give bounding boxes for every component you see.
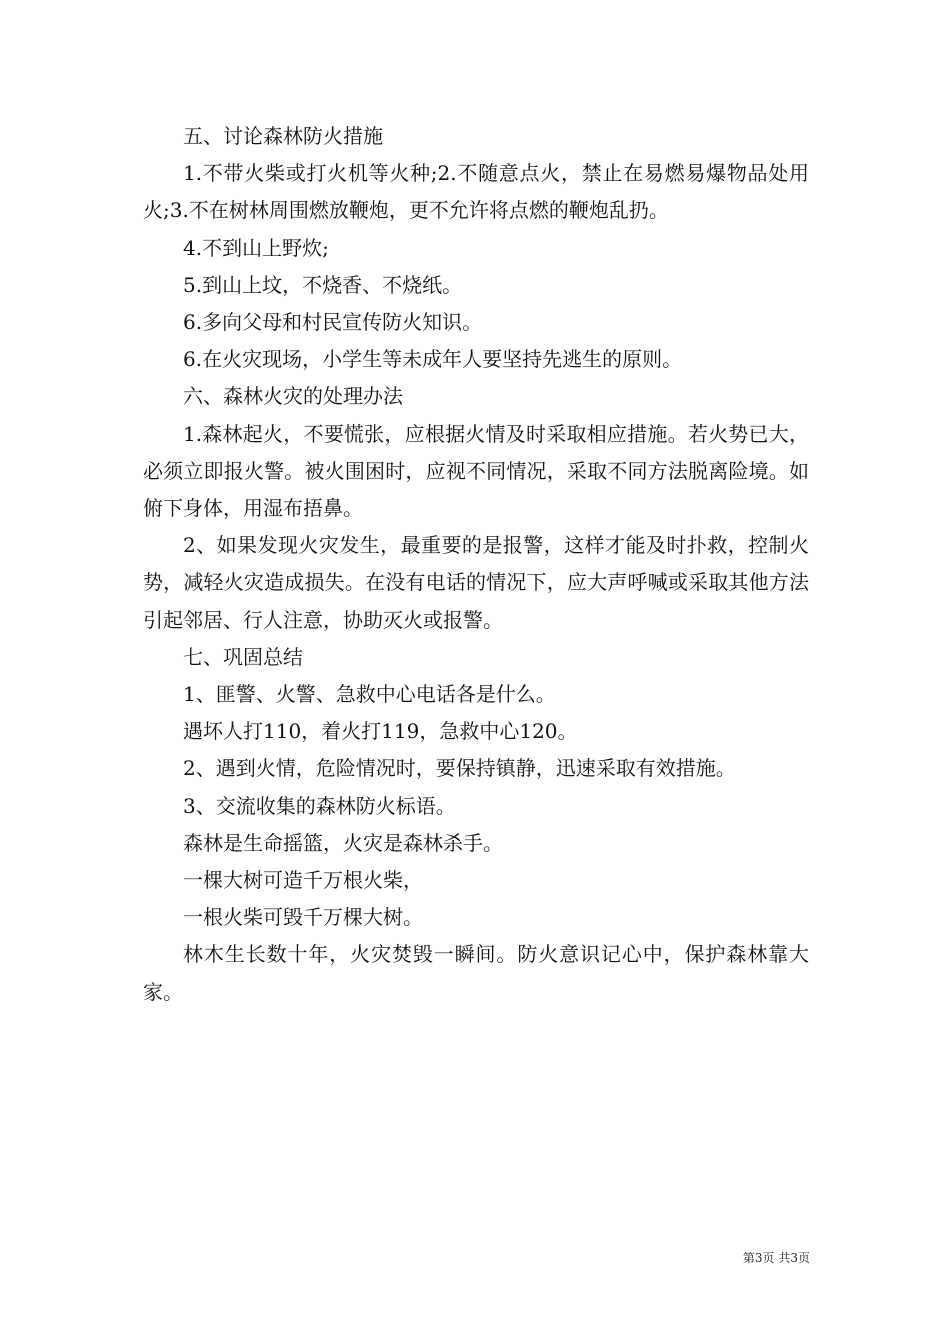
paragraph: 1.森林起火，不要慌张，应根据火情及时采取相应措施。若火势已大，必须立即报火警。被火围困时，应视不同情况，采取不同方法脱离险境。如俯下身体，用湿布捂鼻。 (143, 421, 809, 521)
slogan-line: 一根火柴可毁千万棵大树。 (183, 905, 423, 930)
section-heading-summary: 七、巩固总结 (183, 644, 303, 669)
paragraph: 1.不带火柴或打火机等火种;2.不随意点火，禁止在易燃易爆物品处用火;3.不在树林周围燃放鞭炮，更不允许将点燃的鞭炮乱扔。 (143, 161, 809, 223)
paragraph: 2、如果发现火灾发生，最重要的是报警，这样才能及时扑救，控制火势，减轻火灾造成损失。在没有电话的情况下，应大声呼喊或采取其他方法引起邻居、行人注意，协助灭火或报警。 (143, 533, 809, 632)
section-heading-fire-prevention: 五、讨论森林防火措施 (183, 124, 383, 148)
paragraph: 6.多向父母和村民宣传防火知识。 (183, 310, 483, 335)
paragraph: 5.到山上坟，不烧香、不烧纸。 (183, 272, 463, 297)
document-body (143, 118, 809, 1011)
section-heading-fire-handling: 六、森林火灾的处理办法 (183, 384, 403, 409)
paragraph: 1、匪警、火警、急救中心电话各是什么。 (183, 682, 556, 707)
slogan-line: 一棵大树可造千万根火柴， (183, 868, 423, 893)
paragraph: 遇坏人打110，着火打119，急救中心120。 (183, 719, 578, 744)
paragraph: 2、遇到火情，危险情况时，要保持镇静，迅速采取有效措施。 (183, 756, 736, 781)
paragraph: 3、交流收集的森林防火标语。 (183, 793, 456, 818)
slogan-line: 森林是生命摇篮，火灾是森林杀手。 (183, 830, 503, 855)
paragraph: 4.不到山上野炊; (183, 235, 329, 260)
paragraph: 6.在火灾现场，小学生等未成年人要坚持先逃生的原则。 (183, 347, 683, 372)
page-number-footer: 第3页 共3页 (742, 1251, 810, 1265)
slogan-line: 林木生长数十年，火灾焚毁一瞬间。防火意识记心中，保护森林靠大家。 (143, 942, 809, 1004)
